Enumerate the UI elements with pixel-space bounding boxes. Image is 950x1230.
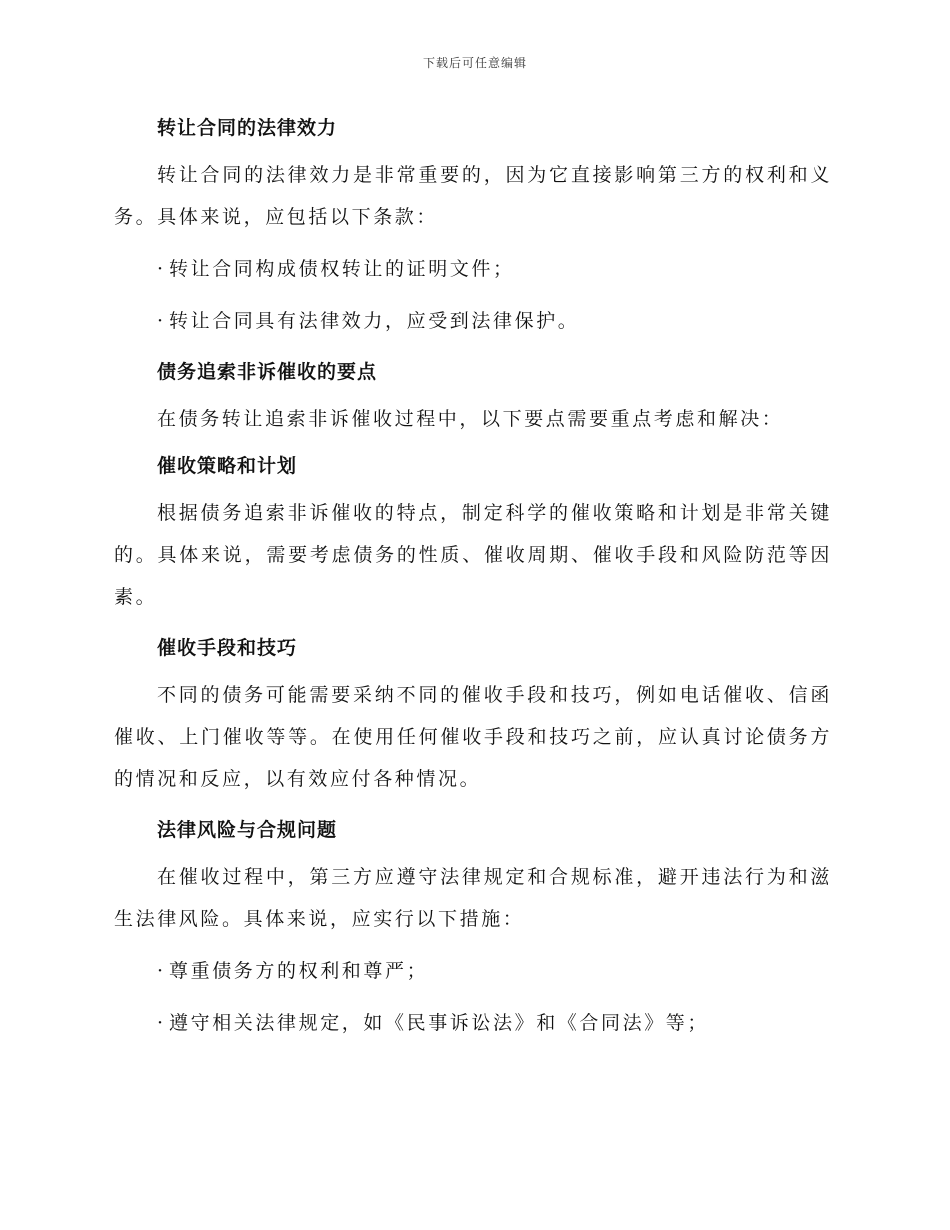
- section-heading: 转让合同的法律效力: [157, 117, 338, 139]
- list-item: [157, 1002, 832, 1044]
- section-heading: 法律风险与合规问题: [157, 819, 338, 841]
- list-item: [157, 300, 832, 342]
- section-paragraph: 在债务转让追索非诉催收过程中，以下要点需要重点考虑和解决：: [157, 408, 784, 430]
- document-body: [114, 112, 832, 1044]
- list-item: [157, 248, 832, 290]
- list-item-text: 转让合同具有法律效力，应受到法律保护。: [169, 310, 580, 332]
- section-paragraph: 转让合同的法律效力是非常重要的，因为它直接影响第三方的权利和义务。具体来说，应包括以下条款：: [114, 164, 832, 228]
- list-item-text: 转让合同构成债权转让的证明文件；: [169, 258, 515, 280]
- bullet-glyph: ·: [157, 258, 166, 280]
- bullet-glyph: ·: [157, 960, 166, 982]
- section-heading: 催收手段和技巧: [157, 637, 298, 659]
- list-item-text: 尊重债务方的权利和尊严；: [169, 960, 429, 982]
- section-paragraph: 不同的债务可能需要采纳不同的催收手段和技巧，例如电话催收、信函催收、上门催收等等。在使用任何催收手段和技巧之前，应认真讨论债务方的情况和反应，以有效应付各种情况。: [114, 684, 832, 790]
- section-paragraph: 根据债务追索非诉催收的特点，制定科学的催收策略和计划是非常关键的。具体来说，需要考虑债务的性质、催收周期、催收手段和风险防范等因素。: [114, 502, 832, 608]
- section-heading: 债务追索非诉催收的要点: [157, 361, 378, 383]
- page-header: 下载后可任意编辑: [422, 56, 527, 70]
- bullet-glyph: ·: [157, 310, 166, 332]
- section-heading: 催收策略和计划: [157, 455, 298, 477]
- section-paragraph: 在催收过程中，第三方应遵守法律规定和合规标准，避开违法行为和滋生法律风险。具体来说，应实行以下措施：: [114, 866, 832, 930]
- list-item-text: 遵守相关法律规定，如《民事诉讼法》和《合同法》等；: [169, 1012, 710, 1034]
- bullet-glyph: ·: [157, 1012, 166, 1034]
- list-item: [157, 950, 832, 992]
